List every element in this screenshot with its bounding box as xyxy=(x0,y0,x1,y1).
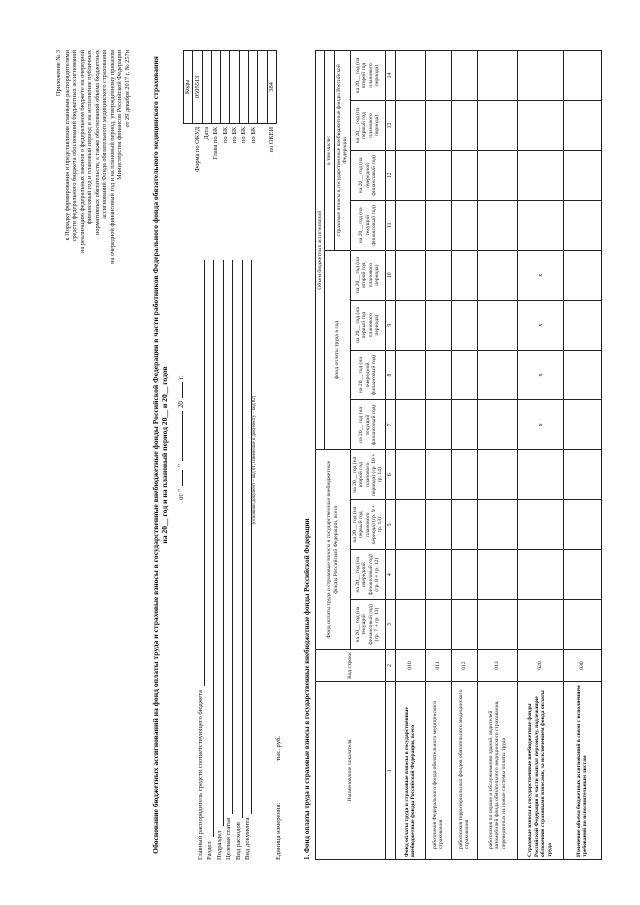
value-cell[interactable] xyxy=(477,450,517,500)
value-cell[interactable] xyxy=(451,550,477,600)
row-code: 010 xyxy=(395,650,425,682)
value-cell[interactable] xyxy=(477,350,517,400)
unit-label: Единица измерения: xyxy=(275,802,282,860)
meta-label: Вид расходов xyxy=(234,822,242,860)
table-row xyxy=(425,51,451,860)
code-label xyxy=(258,123,267,250)
value-cell[interactable] xyxy=(395,300,425,350)
code-value xyxy=(211,51,220,124)
value-cell[interactable] xyxy=(451,400,477,450)
column-number: 14 xyxy=(385,51,395,101)
meta-row xyxy=(205,260,215,860)
value-cell[interactable] xyxy=(563,200,601,250)
date-suffix: г. xyxy=(177,375,185,380)
header-volume: Объем бюджетных ассигнований xyxy=(316,51,325,450)
appendix-line: финансовый год и плановый период и на исполнение публичных xyxy=(86,50,94,225)
meta-row xyxy=(195,260,205,860)
value-cell[interactable] xyxy=(451,150,477,200)
column-number: 6 xyxy=(385,450,395,500)
codes-header: Коды xyxy=(184,51,193,124)
value-cell[interactable] xyxy=(477,600,517,650)
value-cell[interactable] xyxy=(395,350,425,400)
period-header: на 20__ год (на текущий финансовый год) (гр. 7 + гр. 11) xyxy=(350,600,385,650)
value-cell[interactable] xyxy=(563,350,601,400)
meta-row xyxy=(243,260,253,860)
appendix-number: Приложение № 3 xyxy=(55,50,62,97)
codes-table xyxy=(183,50,277,250)
header-code: Код строки xyxy=(316,650,386,682)
code-value: 384 xyxy=(267,51,276,124)
table-body xyxy=(385,51,601,860)
value-cell[interactable] xyxy=(451,300,477,350)
value-cell[interactable] xyxy=(425,500,451,550)
value-cell[interactable] xyxy=(517,101,563,151)
period-header: на 20__ год (на второй год планового периода) (гр. 10 + гр. 14) xyxy=(350,450,385,500)
row-code: 020 xyxy=(517,650,563,682)
value-cell[interactable] xyxy=(451,350,477,400)
cell-x-mark: х xyxy=(517,250,563,300)
value-cell[interactable] xyxy=(563,550,601,600)
meta-label: Подраздел xyxy=(215,830,223,860)
code-label: Глава по БК xyxy=(212,126,220,160)
value-cell[interactable] xyxy=(517,150,563,200)
column-number: 8 xyxy=(385,350,395,400)
appendix-line: ассигнований Фонда обязательного медицинского страхования xyxy=(101,50,109,219)
period-header: на 20__ год (на первый год планового периода) (гр. 9 + гр. 13) xyxy=(350,500,385,550)
value-cell[interactable] xyxy=(395,101,425,151)
meta-label: Главный распорядитель средств соответствующего бюджета xyxy=(196,690,204,860)
value-cell[interactable] xyxy=(563,450,601,500)
column-number: 5 xyxy=(385,500,395,550)
meta-label: Целевая статья xyxy=(225,817,233,860)
document-title xyxy=(151,30,170,880)
column-number: 2 xyxy=(385,650,395,682)
date-day-blank xyxy=(182,470,183,486)
table-row xyxy=(563,51,601,860)
period-header: на 20__ год (на первый год планового периода) xyxy=(350,300,385,350)
period-header: на 20__ год (на текущий финансовый год) xyxy=(350,400,385,450)
date-mid: " xyxy=(177,464,185,467)
row-name: Фонд оплаты труда и страховые взносы в государственные внебюджетные фонды Российской Федерации, всего xyxy=(395,682,425,860)
row-name: работников территориальных фондов обязательного медицинского страхования xyxy=(451,682,477,860)
date-line xyxy=(177,375,185,500)
value-cell[interactable] xyxy=(395,150,425,200)
value-cell[interactable] xyxy=(395,450,425,500)
value-cell[interactable] xyxy=(563,150,601,200)
value-cell[interactable] xyxy=(477,101,517,151)
appendix-line: от 29 декабря 2017 г. № 257н xyxy=(123,50,131,128)
code-label: по БК xyxy=(221,126,229,143)
meta-fill-line xyxy=(206,260,214,837)
code-label: Дата xyxy=(203,126,211,140)
date-prefix: от " xyxy=(177,488,185,500)
code-label: по БК xyxy=(249,126,257,143)
meta-row xyxy=(214,260,224,860)
meta-label: Вид документа xyxy=(244,817,252,860)
value-cell[interactable] xyxy=(425,101,451,151)
appendix-line: нормативных обязательств, а также обоснований объема бюджетных xyxy=(93,50,101,235)
value-cell[interactable] xyxy=(451,51,477,101)
appendix-line: средств федерального бюджета обоснований бюджетных ассигнований xyxy=(71,50,79,242)
column-number: 4 xyxy=(385,550,395,600)
value-cell[interactable] xyxy=(517,51,563,101)
row-name: Изменение объема бюджетных ассигнований в связи с исполнением требований по исполнительным листам xyxy=(563,682,601,860)
row-name: работников по охране и обслуживанию зданий, водителей автомобилей фонда обязательного медицинского страхования, переведенных на новые системы оплаты труда xyxy=(477,682,517,860)
value-cell[interactable] xyxy=(425,350,451,400)
value-cell[interactable] xyxy=(425,550,451,600)
value-cell[interactable] xyxy=(517,450,563,500)
period-header: на 20__ год (на очередной финансовый год) xyxy=(350,150,385,200)
value-cell[interactable] xyxy=(425,400,451,450)
value-cell[interactable] xyxy=(517,200,563,250)
value-cell[interactable] xyxy=(451,500,477,550)
main-table-wrap xyxy=(315,50,602,860)
row-code: 012 xyxy=(451,650,477,682)
code-value xyxy=(202,51,211,124)
period-header: на 20__ год (на текущий финансовый год) xyxy=(350,200,385,250)
meta-hint: (основной документ – код 01; изменение к документу – код 02) xyxy=(252,395,257,525)
meta-fill-line xyxy=(197,260,205,686)
meta-fill-line xyxy=(244,260,252,814)
date-month-blank xyxy=(182,411,183,461)
code-value xyxy=(221,51,230,124)
value-cell[interactable] xyxy=(477,500,517,550)
document-meta xyxy=(195,260,258,860)
table-row xyxy=(517,51,563,860)
meta-fill-line xyxy=(225,260,233,814)
column-number: 3 xyxy=(385,600,395,650)
value-cell[interactable] xyxy=(425,200,451,250)
document-title-line2: на 20__ год и на плановый период 20__ и 20__ годов xyxy=(160,366,170,544)
value-cell[interactable] xyxy=(451,200,477,250)
code-label: по БК xyxy=(230,126,238,143)
value-cell[interactable] xyxy=(395,500,425,550)
date-year-blank xyxy=(182,382,183,398)
appendix-line: к Порядку формирования и представления главными распорядителями xyxy=(63,50,71,241)
code-label: по ОКЕИ xyxy=(268,126,276,153)
value-cell[interactable] xyxy=(477,250,517,300)
value-cell[interactable] xyxy=(395,200,425,250)
value-cell[interactable] xyxy=(517,600,563,650)
main-table xyxy=(315,50,602,860)
value-cell[interactable] xyxy=(477,400,517,450)
meta-fill-line xyxy=(235,260,243,818)
value-cell[interactable] xyxy=(477,150,517,200)
row-name: Страховые взносы в государственные внебюджетные фонды Российской Федерации в части выплат персоналу, подлежащие обложению страховыми взносами, за исключением фонда оплаты труда xyxy=(517,682,563,860)
meta-label: Раздел xyxy=(206,841,214,860)
header-wage: фонд оплаты труда в год xyxy=(325,250,350,450)
value-cell[interactable] xyxy=(425,51,451,101)
document-title-line1: Обоснование бюджетных ассигнований на фонд оплаты труда и страховые взносы в государственные внебюджетные фонды Российской Федерации в части работников Федерального фонда обязательного медицинского страхования xyxy=(151,56,160,854)
date-year-prefix: 20 xyxy=(177,401,185,409)
codes-block xyxy=(183,50,277,250)
value-cell[interactable] xyxy=(395,550,425,600)
code-label: по БК xyxy=(240,126,248,143)
section-title: 1. Фонд оплаты труда и страховые взносы в государственные внебюджетные фонды Российской Федерации xyxy=(303,518,311,860)
value-cell[interactable] xyxy=(477,200,517,250)
appendix-line: Министерства финансов Российской Федерации xyxy=(116,50,124,180)
value-cell[interactable] xyxy=(395,400,425,450)
column-number: 7 xyxy=(385,400,395,450)
value-cell[interactable] xyxy=(517,500,563,550)
code-value xyxy=(258,51,267,124)
rotated-document xyxy=(55,30,595,880)
appendix-line: на очередной финансовый год и на плановый период, утвержденному приказом xyxy=(108,50,116,264)
value-cell[interactable] xyxy=(563,400,601,450)
cell-x-mark: х xyxy=(517,300,563,350)
code-value xyxy=(249,51,258,124)
table-row xyxy=(477,51,517,860)
period-header: на 20__ год (на первый год планового периода) xyxy=(350,101,385,151)
period-header: на 20__ год (на очередной финансовый год) xyxy=(350,350,385,400)
value-cell[interactable] xyxy=(425,250,451,300)
header-incl: в том числе: xyxy=(325,51,334,251)
table-row xyxy=(395,51,425,860)
period-header: на 20__ год (на второй год планового периода) xyxy=(350,51,385,101)
header-name: Наименование показателя xyxy=(316,682,386,860)
meta-row xyxy=(224,260,234,860)
meta-row xyxy=(233,260,243,860)
value-cell[interactable] xyxy=(425,450,451,500)
appendix-block xyxy=(55,50,131,340)
column-number: 1 xyxy=(385,682,395,860)
row-code: 011 xyxy=(425,650,451,682)
unit-of-measure xyxy=(275,736,283,860)
value-cell[interactable] xyxy=(425,600,451,650)
header-insurance: страховые взносы в государственные внебюджетные фонды Российской Федерации xyxy=(334,51,350,251)
column-numbers-row xyxy=(385,51,395,860)
cell-x-mark: х xyxy=(517,350,563,400)
code-value xyxy=(230,51,239,124)
value-cell[interactable] xyxy=(477,300,517,350)
value-cell[interactable] xyxy=(563,250,601,300)
column-number: 10 xyxy=(385,250,395,300)
value-cell[interactable] xyxy=(563,101,601,151)
value-cell[interactable] xyxy=(425,300,451,350)
cell-x-mark: х xyxy=(517,400,563,450)
value-cell[interactable] xyxy=(563,500,601,550)
value-cell[interactable] xyxy=(425,150,451,200)
code-label: Форма по ОКУД xyxy=(193,126,201,172)
period-header: на 20__ год (на второй год планового периода) xyxy=(350,250,385,300)
unit-value: тыс. руб. xyxy=(275,736,282,761)
value-cell[interactable] xyxy=(451,450,477,500)
column-number: 9 xyxy=(385,300,395,350)
appendix-line: на реализацию федеральных законов о федеральном бюджете на очередной xyxy=(78,50,86,253)
column-number: 13 xyxy=(385,101,395,151)
row-name: работников Федерального фонда обязательного медицинского страхования xyxy=(425,682,451,860)
code-value: 0505513 xyxy=(193,51,202,124)
column-number: 12 xyxy=(385,150,395,200)
value-cell[interactable] xyxy=(563,51,601,101)
column-number: 11 xyxy=(385,200,395,250)
value-cell[interactable] xyxy=(395,51,425,101)
value-cell[interactable] xyxy=(451,101,477,151)
table-row xyxy=(451,51,477,860)
period-header: на 20__ год (на очередной финансовый год) (гр. 8 + гр. 12) xyxy=(350,550,385,600)
code-value xyxy=(239,51,248,124)
value-cell[interactable] xyxy=(477,550,517,600)
value-cell[interactable] xyxy=(563,300,601,350)
value-cell[interactable] xyxy=(477,51,517,101)
value-cell[interactable] xyxy=(395,600,425,650)
value-cell[interactable] xyxy=(563,600,601,650)
meta-fill-line xyxy=(216,260,224,826)
row-code: 013 xyxy=(477,650,517,682)
header-total: Фонд оплаты труда и страховые взносы в государственные внебюджетные фонды Российской Федерации, всего xyxy=(316,450,351,650)
value-cell[interactable] xyxy=(395,250,425,300)
value-cell[interactable] xyxy=(451,250,477,300)
value-cell[interactable] xyxy=(517,550,563,600)
value-cell[interactable] xyxy=(451,600,477,650)
row-code: 030 xyxy=(563,650,601,682)
